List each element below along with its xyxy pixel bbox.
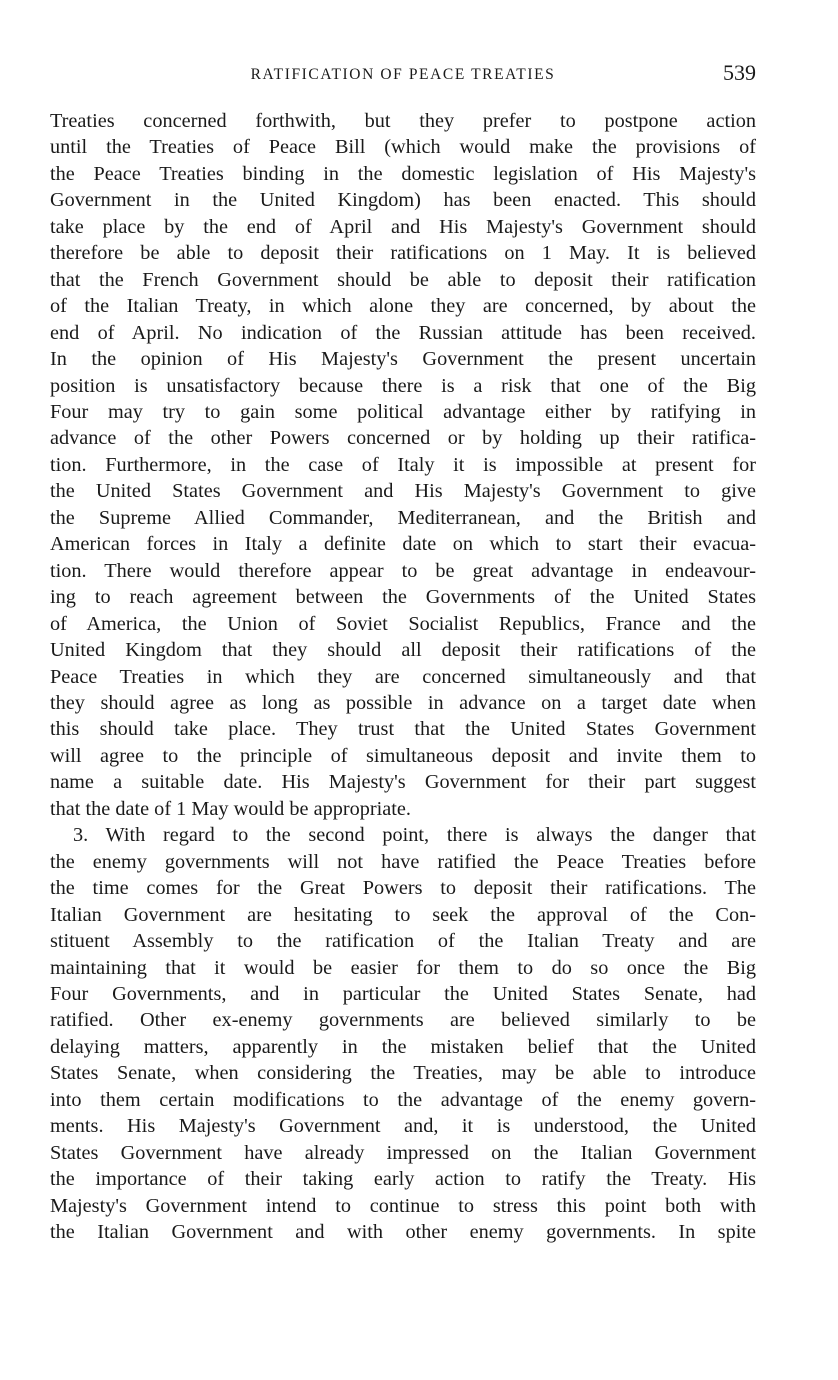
text-line: that the French Government should be able to deposit their ratification (50, 268, 756, 291)
text-line: In the opinion of His Majesty's Government the present uncertain (50, 348, 756, 371)
text-line: the time comes for the Great Powers to deposit their ratifications. The (50, 877, 756, 900)
text-line: name a suitable date. His Majesty's Government for their part suggest (50, 771, 756, 794)
text-line: the Italian Government and with other enemy governments. In spite (50, 1221, 756, 1244)
text-line: the Supreme Allied Commander, Mediterranean, and the British and (50, 506, 756, 529)
text-line: American forces in Italy a definite date on which to start their evacua- (50, 533, 756, 556)
text-line: advance of the other Powers concerned or by holding up their ratifica- (50, 427, 756, 450)
text-line: the United States Government and His Majesty's Government to give (50, 480, 756, 503)
text-line: United Kingdom that they should all deposit their ratifications of the (50, 639, 756, 662)
text-line: Peace Treaties in which they are concerned simultaneously and that (50, 665, 756, 688)
text-line: tion. There would therefore appear to be great advantage in endeavour- (50, 559, 756, 582)
text-line: Four Governments, and in particular the United States Senate, had (50, 982, 756, 1005)
text-line: the importance of their taking early action to ratify the Treaty. His (50, 1168, 756, 1191)
text-line: Treaties concerned forthwith, but they prefer to postpone action (50, 110, 756, 132)
text-line: delaying matters, apparently in the mistaken belief that the United (50, 1035, 756, 1058)
text-line: position is unsatisfactory because there is a risk that one of the Big (50, 374, 756, 397)
text-line: Italian Government are hesitating to seek the approval of the Con- (50, 903, 756, 926)
text-line: take place by the end of April and His Majesty's Government should (50, 215, 756, 238)
text-line: into them certain modifications to the advantage of the enemy govern- (50, 1088, 756, 1111)
text-line: of America, the Union of Soviet Socialist Republics, France and the (50, 612, 756, 635)
running-title: RATIFICATION OF PEACE TREATIES (250, 66, 556, 83)
text-line: they should agree as long as possible in advance on a target date when (50, 691, 756, 714)
text-line: tion. Furthermore, in the case of Italy it is impossible at present for (50, 453, 756, 476)
text-line: Majesty's Government intend to continue to stress this point both with (50, 1194, 756, 1217)
text-line: therefore be able to deposit their ratifications on 1 May. It is believed (50, 242, 756, 265)
text-line: of the Italian Treaty, in which alone they are concerned, by about the (50, 295, 756, 318)
text-line: Four may try to gain some political advantage either by ratifying in (50, 400, 756, 423)
text-line: end of April. No indication of the Russian attitude has been received. (50, 321, 756, 344)
paragraph (50, 822, 756, 1245)
text-line: ratified. Other ex-enemy governments are believed similarly to be (50, 1009, 756, 1032)
page-number: 539 (723, 60, 756, 85)
text-line: States Senate, when considering the Treaties, may be able to introduce (50, 1062, 756, 1085)
running-header (50, 58, 756, 92)
document-page (50, 58, 756, 1245)
text-line: until the Treaties of Peace Bill (which would make the provisions of (50, 136, 756, 159)
text-line: maintaining that it would be easier for them to do so once the Big (50, 956, 756, 979)
text-line: the Peace Treaties binding in the domestic legislation of His Majesty's (50, 162, 756, 185)
text-line: this should take place. They trust that the United States Government (50, 718, 756, 741)
text-line: that the date of 1 May would be appropriate. (50, 797, 412, 820)
text-line: ing to reach agreement between the Governments of the United States (50, 586, 756, 609)
text-line: States Government have already impressed on the Italian Government (50, 1141, 756, 1164)
text-line: the enemy governments will not have ratified the Peace Treaties before (50, 850, 756, 873)
text-line: stituent Assembly to the ratification of the Italian Treaty and are (50, 930, 756, 953)
paragraph (50, 108, 756, 822)
text-line: will agree to the principle of simultaneous deposit and invite them to (50, 744, 756, 767)
text-line: ments. His Majesty's Government and, it is understood, the United (50, 1115, 756, 1138)
text-line: Government in the United Kingdom) has been enacted. This should (50, 189, 756, 212)
body-text (50, 108, 756, 1245)
text-line: 3. With regard to the second point, there is always the danger that (73, 824, 756, 847)
